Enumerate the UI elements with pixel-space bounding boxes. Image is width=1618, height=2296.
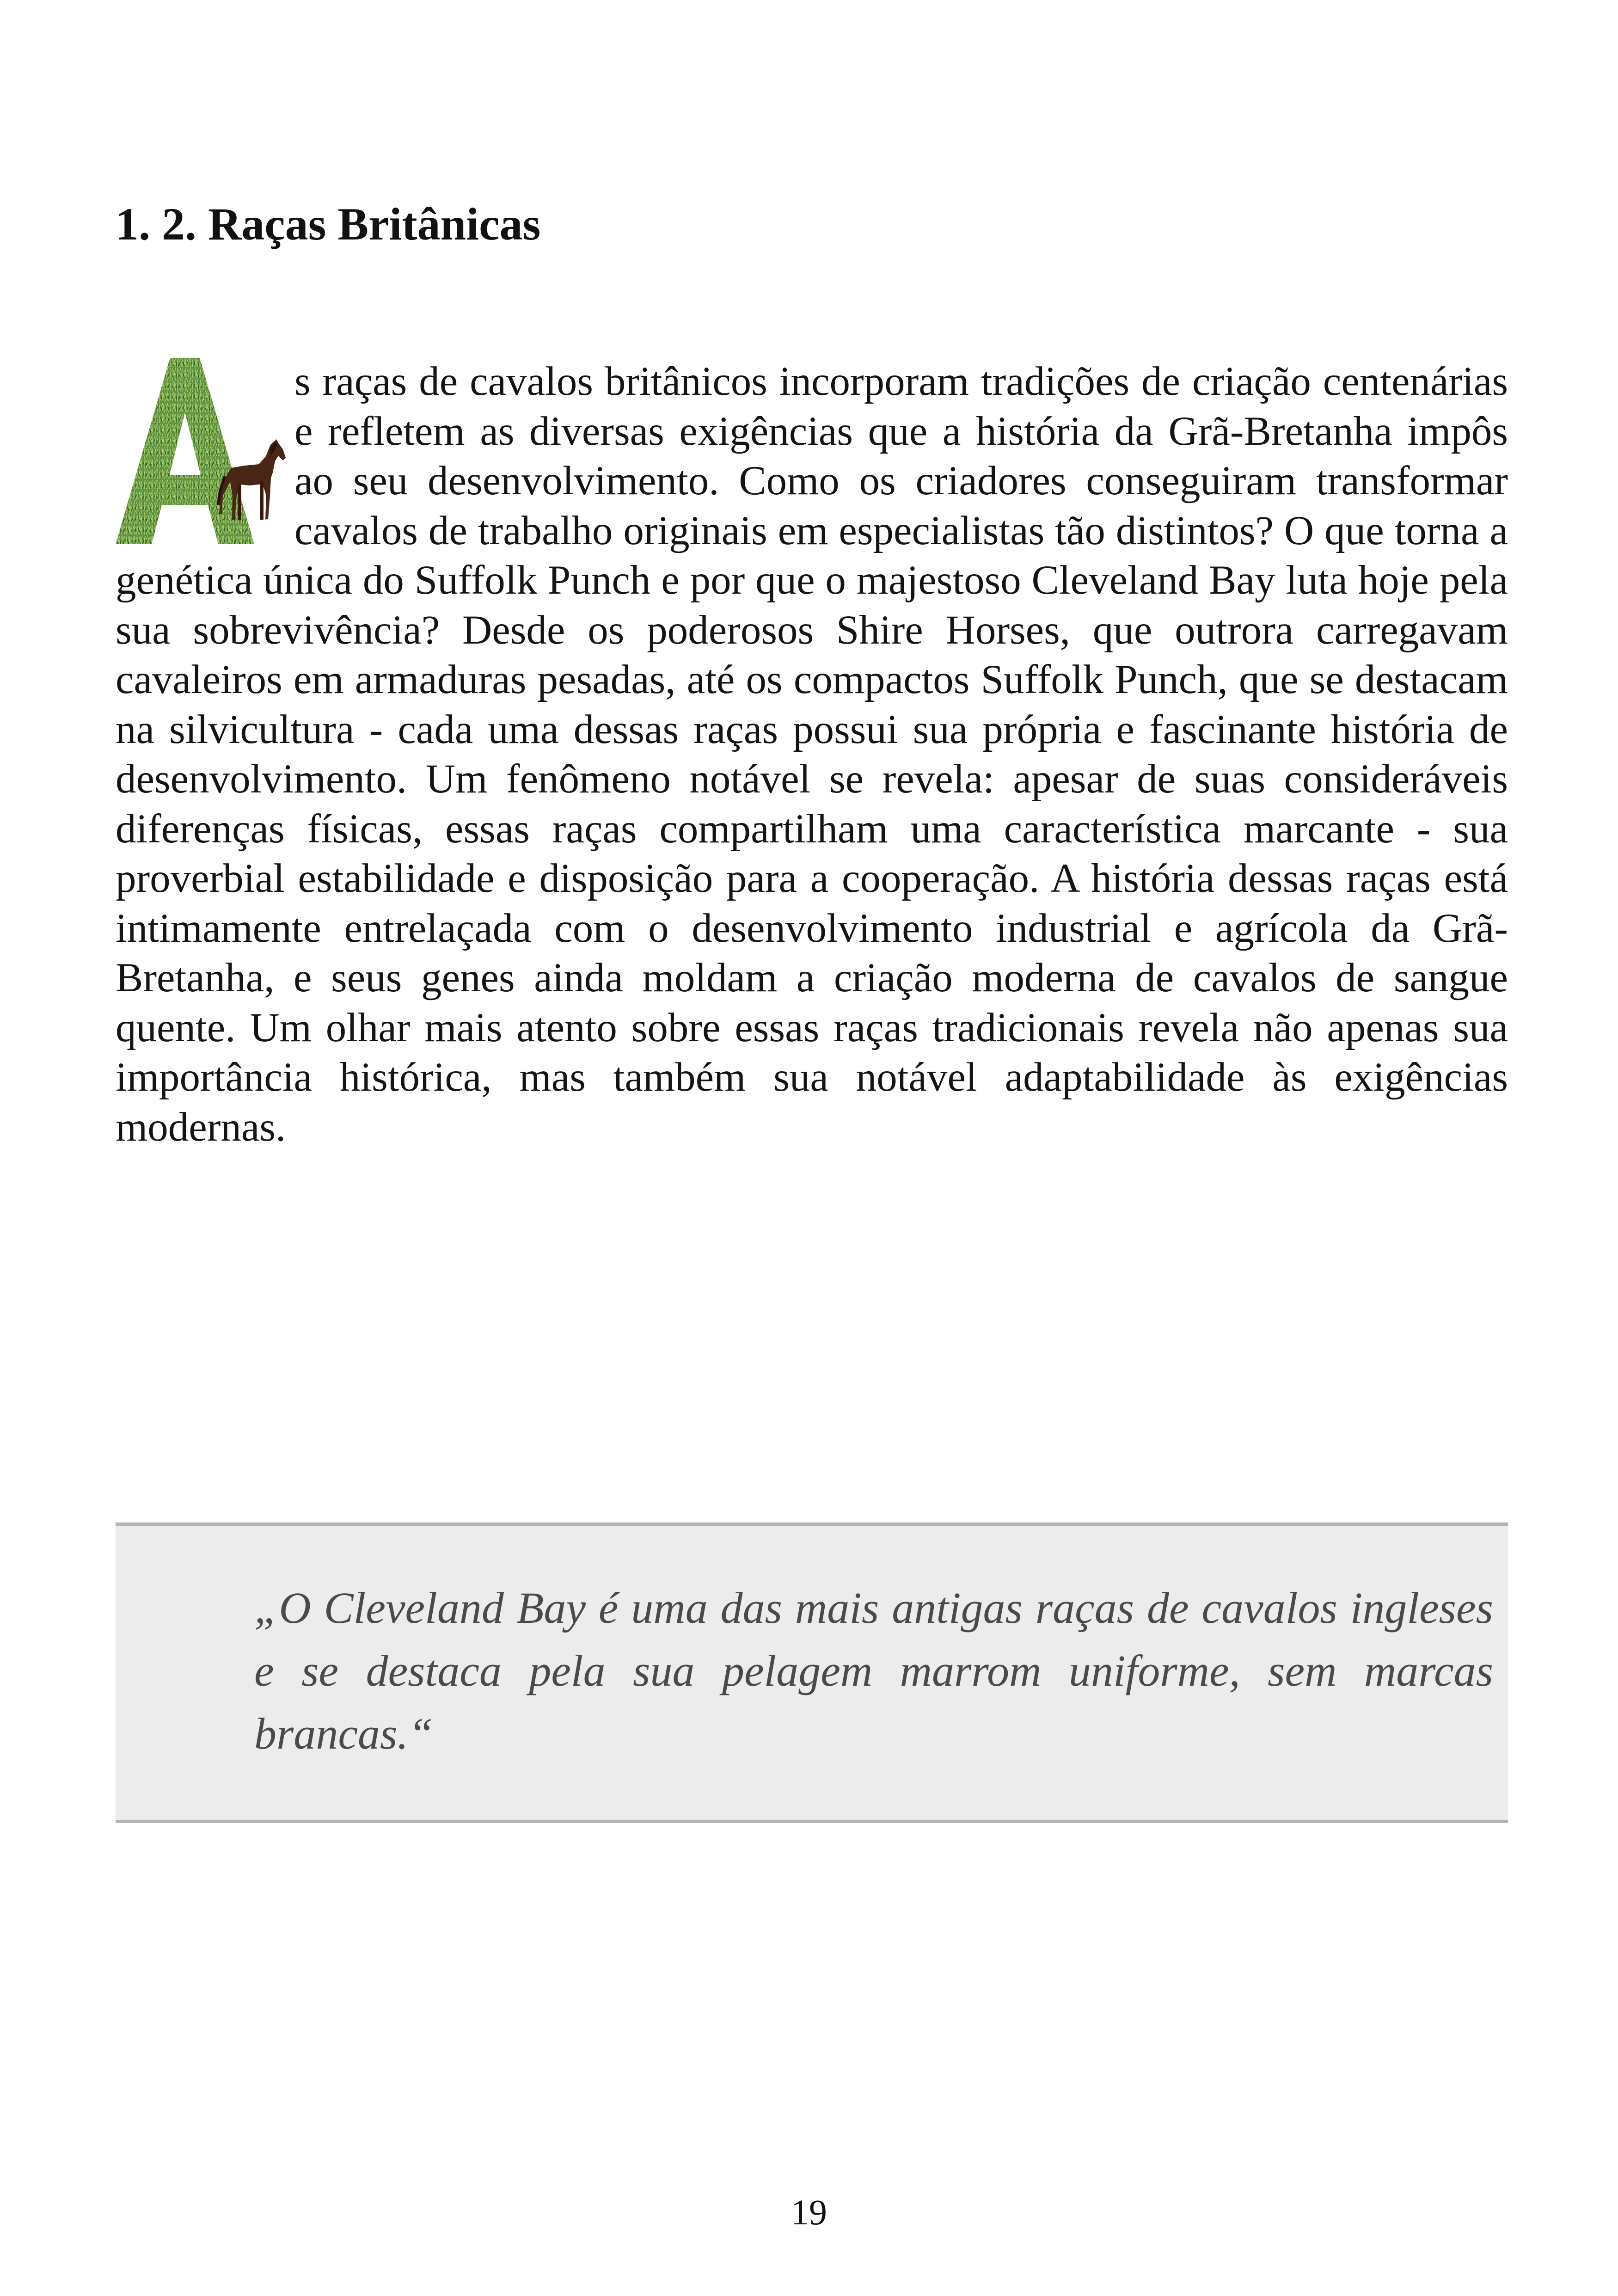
- body-text: s raças de cavalos britânicos incorporam tradições de criação centenárias e refletem as diversas exigências que a história da Grã-Bretanha impôs ao seu desenvolvimento. Como os criadores conseguiram transformar cavalos de trabalho originais em especialistas tão distintos? O que torna a genética única do Suffolk Punch e por que o majestoso Cleveland Bay luta hoje pela sua sobrevivência? Desde os poderosos Shire Horses, que outrora carregavam cavaleiros em armaduras pesadas, até os compactos Suffolk Punch, que se destacam na silvicultura - cada uma dessas raças possui sua própria e fascinante história de desenvolvimento. Um fenômeno notável se revela: apesar de suas consideráveis diferenças físicas, essas raças compartilham uma característica marcante - sua proverbial estabilidade e disposição para a cooperação. A história dessas raças está intimamente entrelaçada com o desenvolvimento industrial e agrícola da Grã-Bretanha, e seus genes ainda moldam a criação moderna de cavalos de sangue quente. Um olhar mais atento sobre essas raças tradicionais revela não apenas sua importância histórica, mas também sua notável adaptabilidade às exigências modernas.: [116, 359, 1508, 1150]
- grass-letter-a-icon: [116, 357, 289, 547]
- section-heading: 1. 2. Raças Britânicas: [116, 198, 541, 250]
- quote-box: [116, 1522, 1508, 1823]
- body-paragraph: [116, 357, 1508, 1152]
- quote-text: „O Cleveland Bay é uma das mais antigas raças de cavalos ingleses e se destaca pela sua pelagem marrom uniforme, sem marcas brancas.“: [254, 1583, 1493, 1758]
- page-number: 19: [791, 2192, 827, 2232]
- drop-cap-letter: [116, 357, 289, 547]
